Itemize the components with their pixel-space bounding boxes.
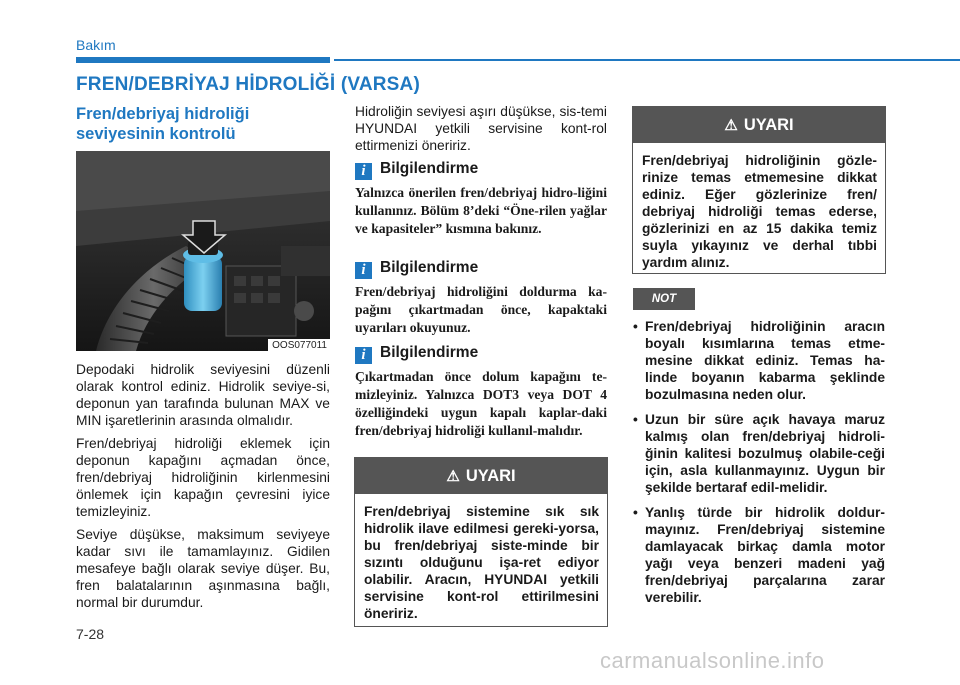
- info-heading-label: Bilgilendirme: [380, 160, 479, 177]
- header-rule-thick: [76, 57, 330, 63]
- section-subtitle: [76, 104, 336, 144]
- paragraph: Fren/debriyaj hidroliği eklemek için deponun kapağını açmadan önce, fren/debriyaj hidroliğinin kirlenmesini önlemek için kapağın çevresini iyice temizleyiniz.: [76, 436, 330, 519]
- bullet-icon: •: [633, 319, 638, 334]
- header-rule-thin: [334, 59, 960, 61]
- paragraph: Depodaki hidrolik seviyesini düzenli olarak kontrol ediniz. Hidrolik seviye-si, deponun yan tarafında bulunan MAX ve MIN işaretlerinin arasında olmalıdır.: [76, 362, 330, 428]
- watermark: carmanualsonline.info: [600, 648, 825, 673]
- info-heading-label: Bilgilendirme: [380, 259, 479, 276]
- list-item: [633, 318, 885, 403]
- warning-text: Fren/debriyaj sistemine sık sık hidrolik ilave edilmesi gereki-yorsa, bu fren/debriyaj siste-minde bir sızıntı olduğunu işa-ret ediyor olabilir. Aracın, HYUNDAI yetkili servisine kont-rol ettirilmesini öneririz.: [364, 504, 599, 621]
- notice-badge: NOT: [633, 288, 695, 310]
- list-item: [633, 411, 885, 496]
- warning-triangle-icon: ⚠: [724, 117, 738, 134]
- page-title: FREN/DEBRİYAJ HİDROLİĞİ (VARSA): [76, 74, 421, 95]
- info-text: Çıkartmadan önce dolum kapağını te-mizleyiniz. Yalnızca DOT3 veya DOT 4 özelliğindeki uygun kapalı kaplar-daki fren/debriyaj hidroliği kullanıl-malıdır.: [355, 369, 607, 438]
- list-item-text: Yanlış türde bir hidrolik doldur-mayınız. Fren/debriyaj sistemine damlayacak birkaç damla motor yağı veya benzeri madeni yağ fren/debriyaj parçalarına zarar verebilir.: [645, 505, 885, 605]
- info-heading: [355, 160, 478, 180]
- warning-heading: UYARI: [743, 116, 794, 134]
- info-text: Fren/debriyaj hidroliğini doldurma ka-pağını çıkartmadan önce, kapaktaki uyarıları okuyunuz.: [355, 284, 607, 335]
- left-body: [76, 361, 330, 617]
- notice-list: [633, 318, 885, 614]
- warning-header: [633, 107, 885, 143]
- info-icon: i: [355, 347, 372, 364]
- warning-box: [632, 106, 886, 274]
- info-heading: [355, 344, 478, 364]
- list-item: [633, 504, 885, 606]
- page-number: 7-28: [76, 626, 105, 642]
- info-icon: i: [355, 163, 372, 180]
- subtitle-line-2: seviyesinin kontrolü: [76, 125, 236, 143]
- middle-intro: [355, 103, 607, 160]
- paragraph: Hidroliğin seviyesi aşırı düşükse, sis-temi HYUNDAI yetkili servisine kont-rol ettirmenizi öneririz.: [355, 104, 607, 153]
- engine-bay-illustration: [76, 151, 330, 351]
- warning-heading: UYARI: [465, 467, 516, 485]
- subtitle-line-1: Fren/debriyaj hidroliği: [76, 105, 250, 123]
- warning-text: Fren/debriyaj hidroliğinin gözle-rinize temas etmemesine dikkat ediniz. Eğer gözlerinize fren/ debriyaj hidroliği temas ederse, gözlerinizi en az 15 dakika temiz suyla yıkayınız ve derhal tıbbi yardım alınız.: [642, 153, 877, 270]
- bullet-icon: •: [633, 412, 638, 427]
- warning-header: [355, 458, 607, 494]
- section-label: Bakım: [76, 37, 116, 53]
- warning-triangle-icon: ⚠: [446, 468, 460, 485]
- warning-box: [354, 457, 608, 627]
- engine-bay-photo: [76, 151, 330, 351]
- info-heading: [355, 259, 478, 279]
- bullet-icon: •: [633, 505, 638, 520]
- list-item-text: Uzun bir süre açık havaya maruz kalmış olan fren/debriyaj hidroli-ğinin kalitesi bozulmuş olabile-ceği için, asla kullanmayınız. Uygun bir şekilde bertaraf edil-melidir.: [645, 412, 885, 495]
- paragraph: Seviye düşükse, maksimum seviyeye kadar sıvı ile tamamlayınız. Gidilen mesafeye bağlı olarak seviye düşer. Bu, fren balatalarının aşınmasına bağlı, normal bir durumdur.: [76, 527, 330, 610]
- list-item-text: Fren/debriyaj hidroliğinin aracın boyalı kısımlarına temas etme-mesine dikkat ediniz. Temas ha-linde boyanın kabarma şeklinde bozulmasına neden olur.: [645, 319, 885, 402]
- info-heading-label: Bilgilendirme: [380, 344, 479, 361]
- info-icon: i: [355, 262, 372, 279]
- info-text: Yalnızca önerilen fren/debriyaj hidro-liğini kullanınız. Bölüm 8’deki “Öne-rilen yağlar ve kapasiteler” kısmına bakınız.: [355, 185, 607, 236]
- photo-code: OOS077011: [268, 339, 330, 351]
